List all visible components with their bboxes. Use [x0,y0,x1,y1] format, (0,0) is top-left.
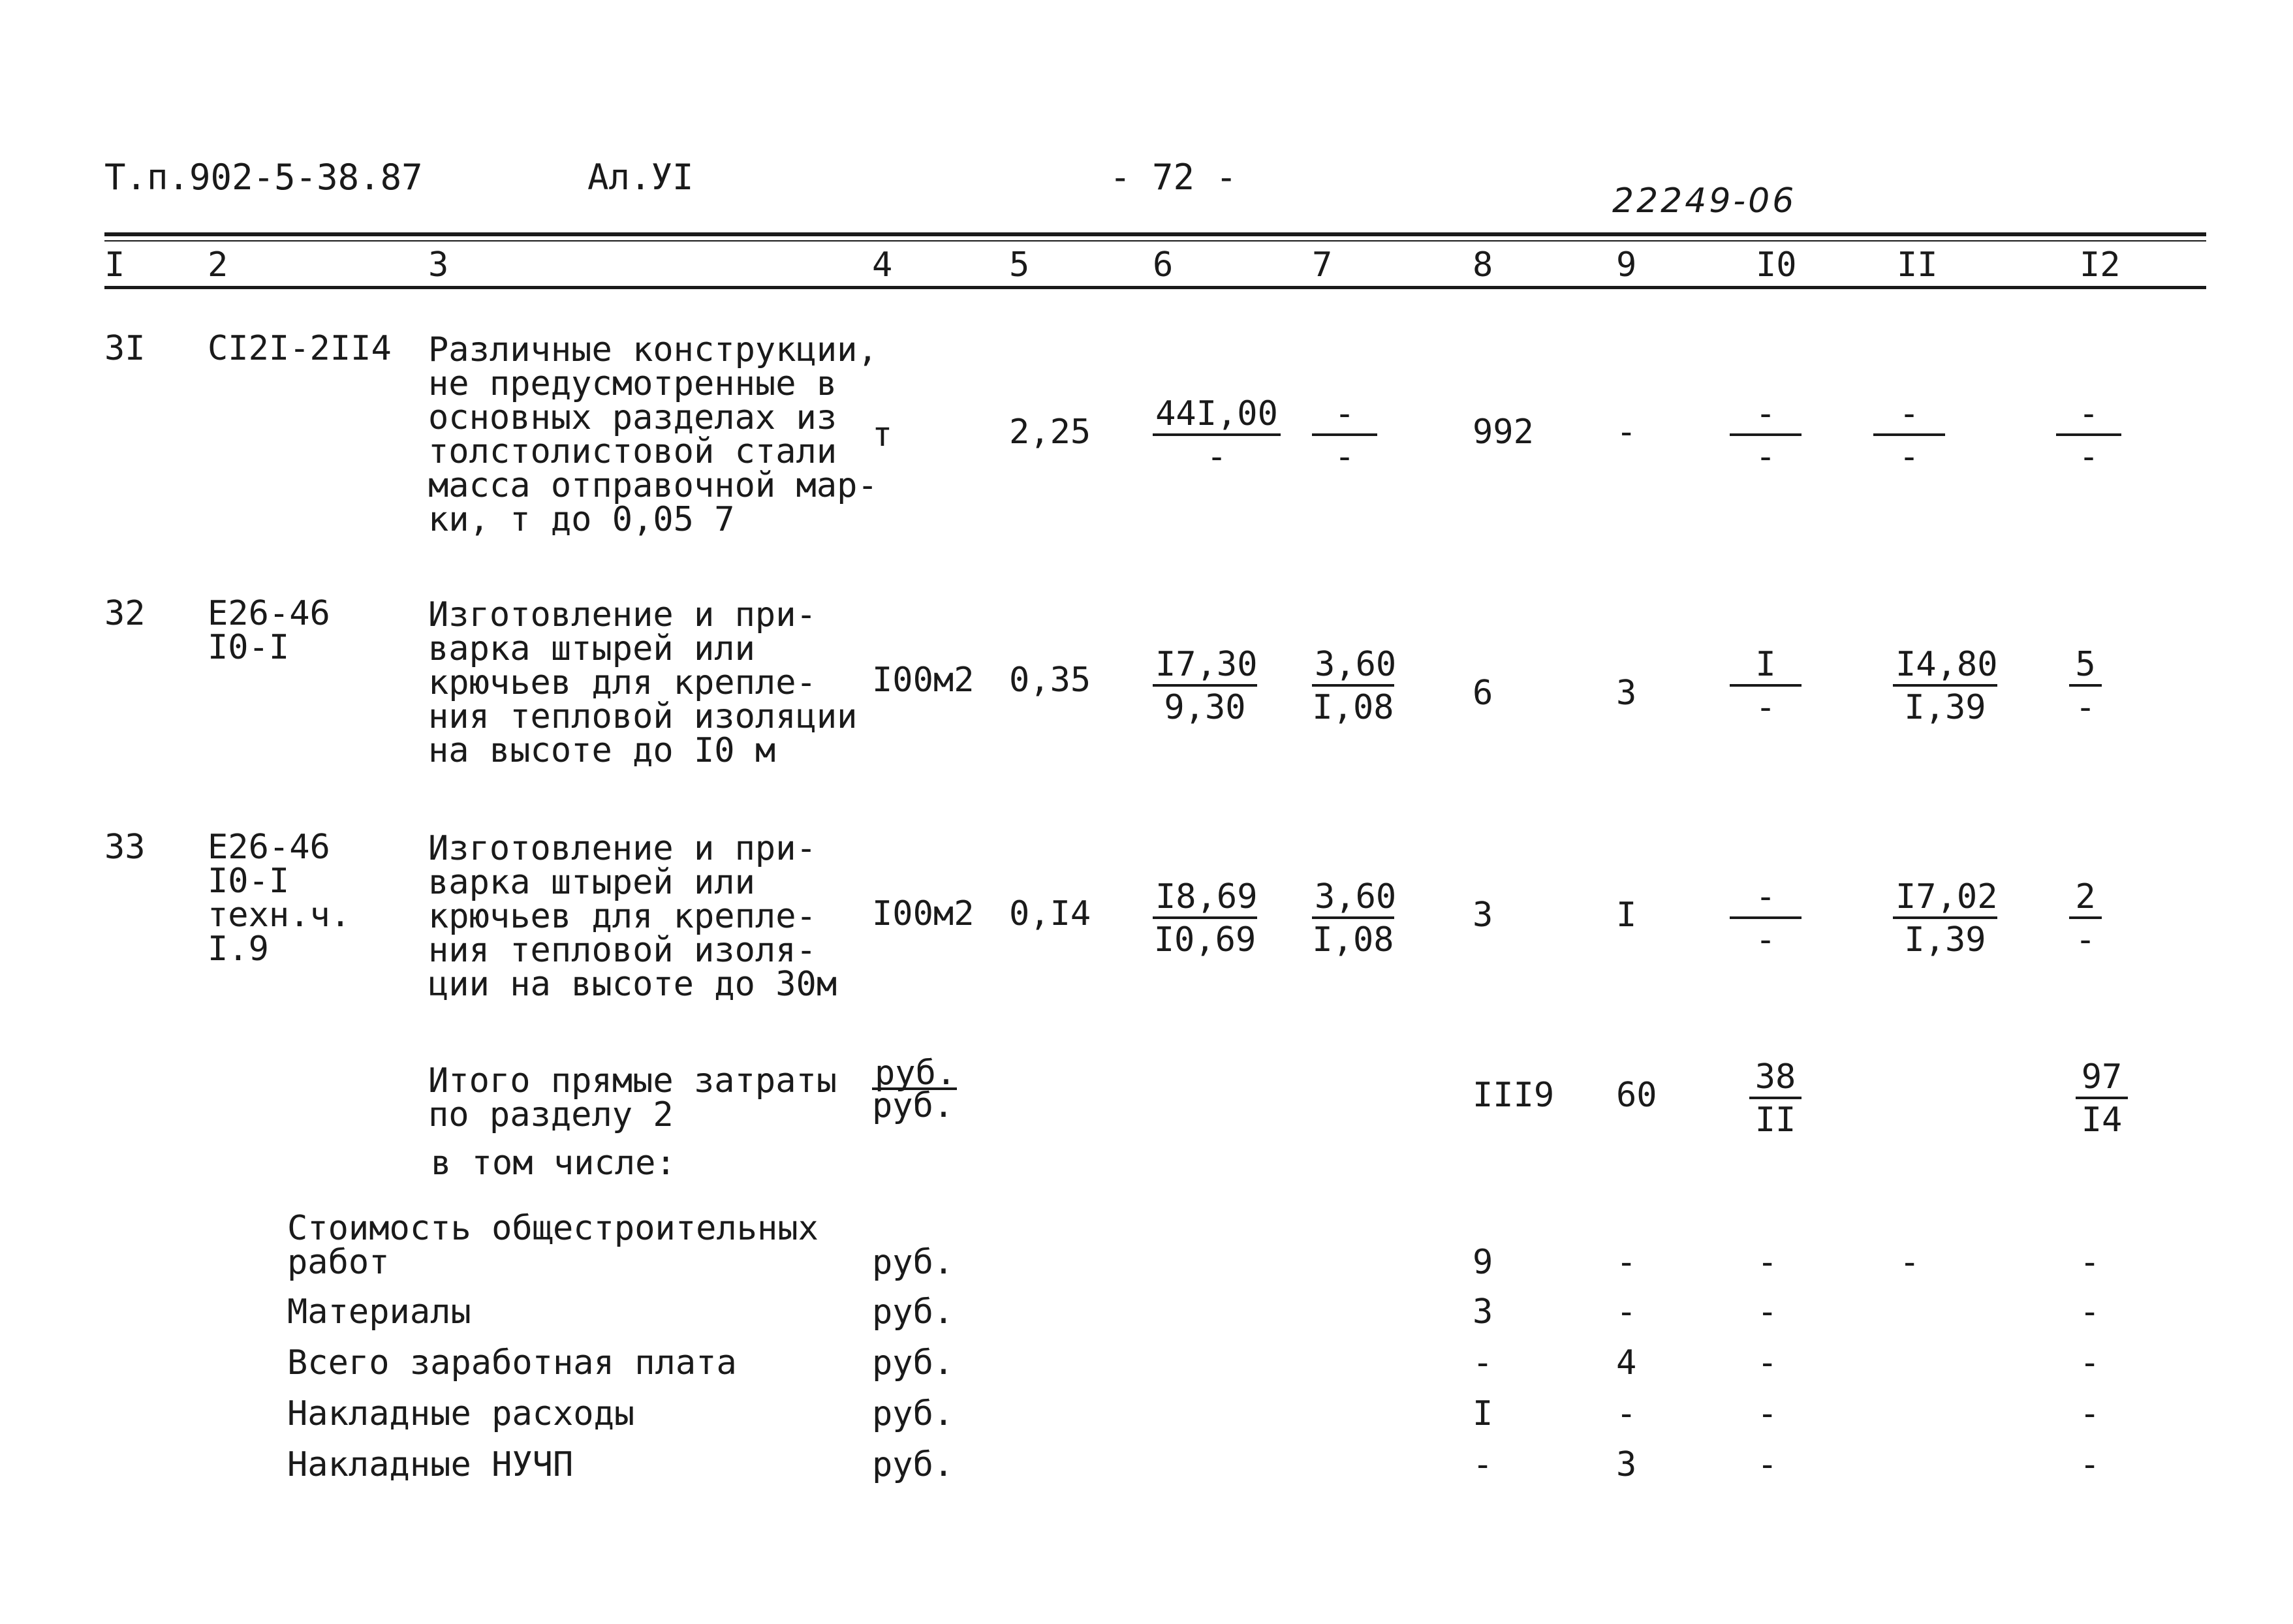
rate-code: Е26-46 I0-I техн.ч. I.9 [208,828,351,969]
breakdown-unit: руб. [872,1343,954,1382]
rate-code: CI2I-2II4 [208,329,392,368]
operation-cost: - - [1312,394,1377,478]
col-10-value: - - [1730,877,1802,961]
breakdown-label: Материалы [287,1292,471,1332]
including-label: в том числе: [431,1144,676,1183]
operation-cost: $\frac{3,60}{I,08}$ [1312,645,1397,727]
quantity: 0,35 [1009,661,1091,700]
col-header-7: 7 [1312,245,1333,285]
col-header-5: 5 [1009,245,1030,285]
page-number: - 72 - [1110,157,1238,198]
total-col-9: 60 [1616,1076,1657,1115]
col-header-6: 6 [1153,245,1174,285]
col-header-10: I0 [1756,245,1797,285]
breakdown-col-8: - [1473,1343,1493,1382]
col-10-value: - - [1730,394,1802,478]
breakdown-col-12: - [2080,1292,2100,1332]
col-11-value: $\frac{I7,02}{I,39}$ [1893,877,1997,961]
quantity: 2,25 [1009,413,1091,452]
total-label: Итого прямые затраты по разделу 2 [428,1061,837,1134]
breakdown-col-10: - [1757,1394,1778,1433]
breakdown-unit: руб. [872,1445,954,1484]
row-number: 32 [104,594,146,633]
breakdown-col-9: - [1616,1243,1637,1282]
work-description: Изготовление и при- варка штырей или крючьев для крепле- ния тепловой изоляции на высоте до I0 м [428,595,858,770]
total-col-8: III9 [1473,1076,1555,1115]
col-11-value: $\frac{I4,80}{I,39}$ [1893,645,1997,728]
rate-code: Е26-46 I0-I [208,594,330,667]
breakdown-col-8: 3 [1473,1292,1493,1332]
col-9-value: 3 [1616,674,1637,713]
breakdown-col-12: - [2080,1445,2100,1484]
breakdown-label: Накладные НУЧП [287,1445,574,1484]
top-rule [104,232,2206,236]
breakdown-label: Стоимость общестроительных работ [287,1209,819,1282]
top-rule-thin [104,240,2206,242]
breakdown-col-9: 3 [1616,1445,1637,1484]
operation-cost: $\frac{3,60}{I,08}$ [1312,877,1397,960]
breakdown-label: Накладные расходы [287,1394,635,1433]
work-description: Различные конструкции, не предусмотренные в основных разделах из толстолистовой стали масса отправочной мар- ки, т до 0,05 7 [428,330,878,539]
breakdown-col-12: - [2080,1343,2100,1382]
col-header-12: I2 [2080,245,2121,285]
breakdown-col-10: - [1757,1445,1778,1484]
total-cost: 3 [1473,896,1493,935]
breakdown-col-10: - [1757,1243,1778,1282]
col-10-value: I - [1730,645,1802,728]
col-header-8: 8 [1473,245,1493,285]
breakdown-col-10: - [1757,1292,1778,1332]
unit: I00м2 [872,661,975,700]
breakdown-col-8: - [1473,1445,1493,1484]
unit-cost: $\frac{I7,30}{9,30}$ [1153,645,1257,728]
breakdown-unit: руб. [872,1292,954,1332]
breakdown-unit: руб. [872,1394,954,1433]
unit: I00м2 [872,894,975,933]
total-col-10: $\frac{38}{II}$ [1749,1057,1802,1141]
unit: т [872,415,893,454]
col-header-4: 4 [872,245,893,285]
breakdown-col-9: 4 [1616,1343,1637,1382]
work-description: Изготовление и при- варка штырей или крючьев для крепле- ния тепловой изоля- ции на высоте до 30м [428,829,837,1004]
total-cost: 992 [1473,413,1534,452]
breakdown-unit: руб. [872,1243,954,1282]
col-12-value: 2 - [2069,877,2102,961]
album-number: Ал.УI [587,157,694,198]
col-9-value: I [1616,896,1637,935]
col-12-value: 5 - [2069,645,2102,728]
breakdown-col-9: - [1616,1292,1637,1332]
col-11-value: - - [1873,394,1945,478]
handwritten-code: 22249-06 [1612,181,1797,221]
col-header-11: II [1897,245,1938,285]
col-header-3: 3 [428,245,449,285]
unit-cost: 44I,00 - [1153,394,1281,478]
document-number: Т.п.902-5-38.87 [104,157,423,198]
breakdown-col-8: I [1473,1394,1493,1433]
total-unit: руб. руб. [872,1054,957,1125]
col-header-1: I [104,245,125,285]
unit-cost: $\frac{I8,69}{I0,69}$ [1153,877,1258,960]
breakdown-label: Всего заработная плата [287,1343,737,1382]
col-header-2: 2 [208,245,228,285]
breakdown-col-8: 9 [1473,1243,1493,1282]
total-col-12: $\frac{97}{I4}$ [2076,1057,2128,1141]
row-number: 3I [104,329,146,368]
col-9-value: - [1616,413,1637,452]
row-number: 33 [104,828,146,867]
quantity: 0,I4 [1009,894,1091,933]
breakdown-col-12: - [2080,1394,2100,1433]
col-header-9: 9 [1616,245,1637,285]
column-header-rule [104,286,2206,289]
breakdown-col-9: - [1616,1394,1637,1433]
col-12-value: - - [2056,394,2121,478]
breakdown-col-12: - [2080,1243,2100,1282]
breakdown-col-11: - [1899,1243,1920,1282]
total-cost: 6 [1473,674,1493,713]
breakdown-col-10: - [1757,1343,1778,1382]
